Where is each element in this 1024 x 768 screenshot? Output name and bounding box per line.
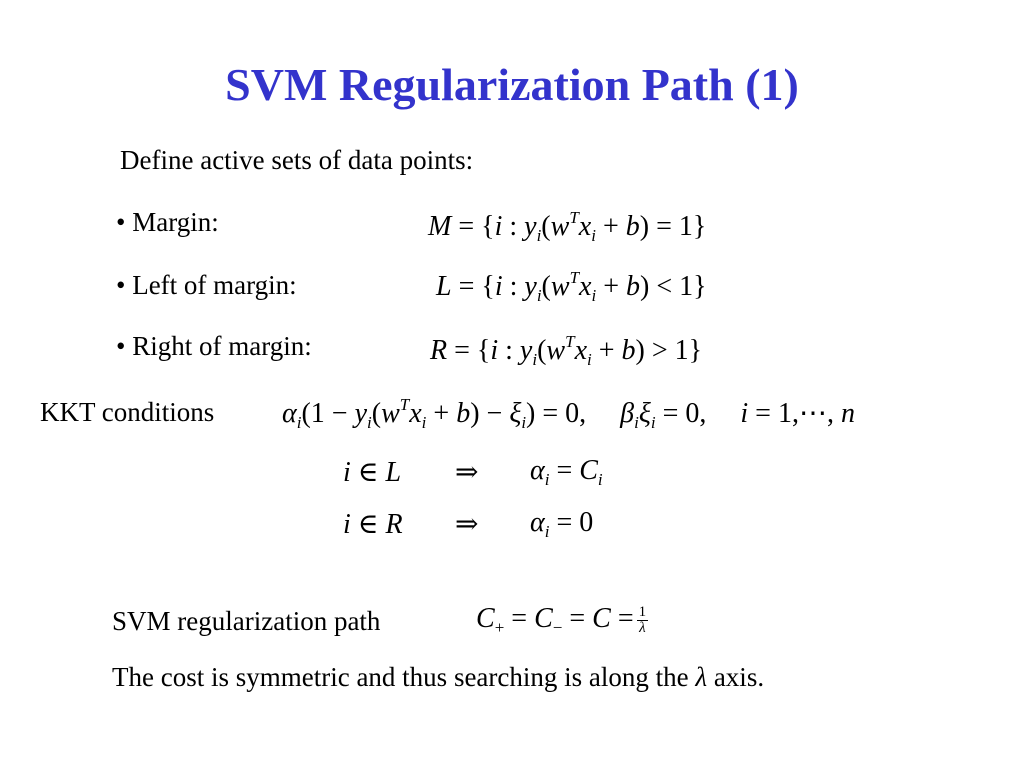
implication-right-result: $\alpha_i = 0$ bbox=[530, 507, 594, 541]
margin-set-symbol: M bbox=[428, 211, 452, 242]
left-set-relation: < bbox=[656, 271, 673, 302]
left-set-symbol: L bbox=[436, 271, 452, 302]
implies-arrow-icon: ⇒ bbox=[455, 457, 479, 488]
implication-left-set: i ∈ L bbox=[343, 457, 402, 488]
right-set-relation: > bbox=[651, 335, 668, 366]
slide-title: SVM Regularization Path (1) bbox=[225, 59, 799, 110]
conclusion-text: The cost is symmetric and thus searching is along the λ axis. bbox=[112, 662, 765, 692]
intro-text: Define active sets of data points: bbox=[120, 145, 474, 175]
right-set-label: • Right of margin: bbox=[116, 331, 312, 361]
implication-left-result: $\alpha_i = C_i$ bbox=[530, 455, 603, 489]
right-set-value: 1 bbox=[674, 335, 689, 366]
kkt-eq1-rhs: 0, bbox=[565, 398, 587, 429]
kkt-formula: $\alpha_i(1 - y_i(w^Tx_i + b) - \xi_i) = 0$, $\beta_i\xi_i = 0$, i = 1,⋯, n bbox=[282, 395, 855, 432]
margin-set-value: 1 bbox=[678, 211, 693, 242]
right-set-symbol: R bbox=[430, 335, 448, 366]
implication-right-set: i ∈ R bbox=[343, 509, 403, 540]
kkt-label: KKT conditions bbox=[40, 397, 215, 427]
kkt-eq2-rhs: 0, bbox=[685, 398, 707, 429]
margin-set-relation: = bbox=[656, 211, 672, 242]
implies-arrow-icon: ⇒ bbox=[455, 509, 479, 540]
margin-set-label: • Margin: bbox=[116, 207, 219, 237]
path-formula: $C_+ = C_- = C$ = $\frac{1}{\lambda}$ bbox=[476, 603, 647, 637]
path-label: SVM regularization path bbox=[112, 606, 381, 636]
left-set-label: • Left of margin: bbox=[116, 270, 297, 300]
right-set-formula: R = {i : $y_i(w^Tx_i + b) > 1$} bbox=[430, 332, 703, 369]
kkt-index-range: 1,⋯, bbox=[777, 398, 834, 429]
left-set-value: 1 bbox=[679, 271, 694, 302]
left-set-formula: L = {i : $y_i(w^Tx_i + b) < 1$} bbox=[436, 268, 707, 305]
lambda-symbol: λ bbox=[695, 662, 708, 692]
margin-set-formula: M = {i : $y_i(w^Tx_i + b) = 1$} bbox=[428, 208, 707, 245]
lambda-fraction: $\frac{1}{\lambda}$ bbox=[638, 604, 647, 637]
